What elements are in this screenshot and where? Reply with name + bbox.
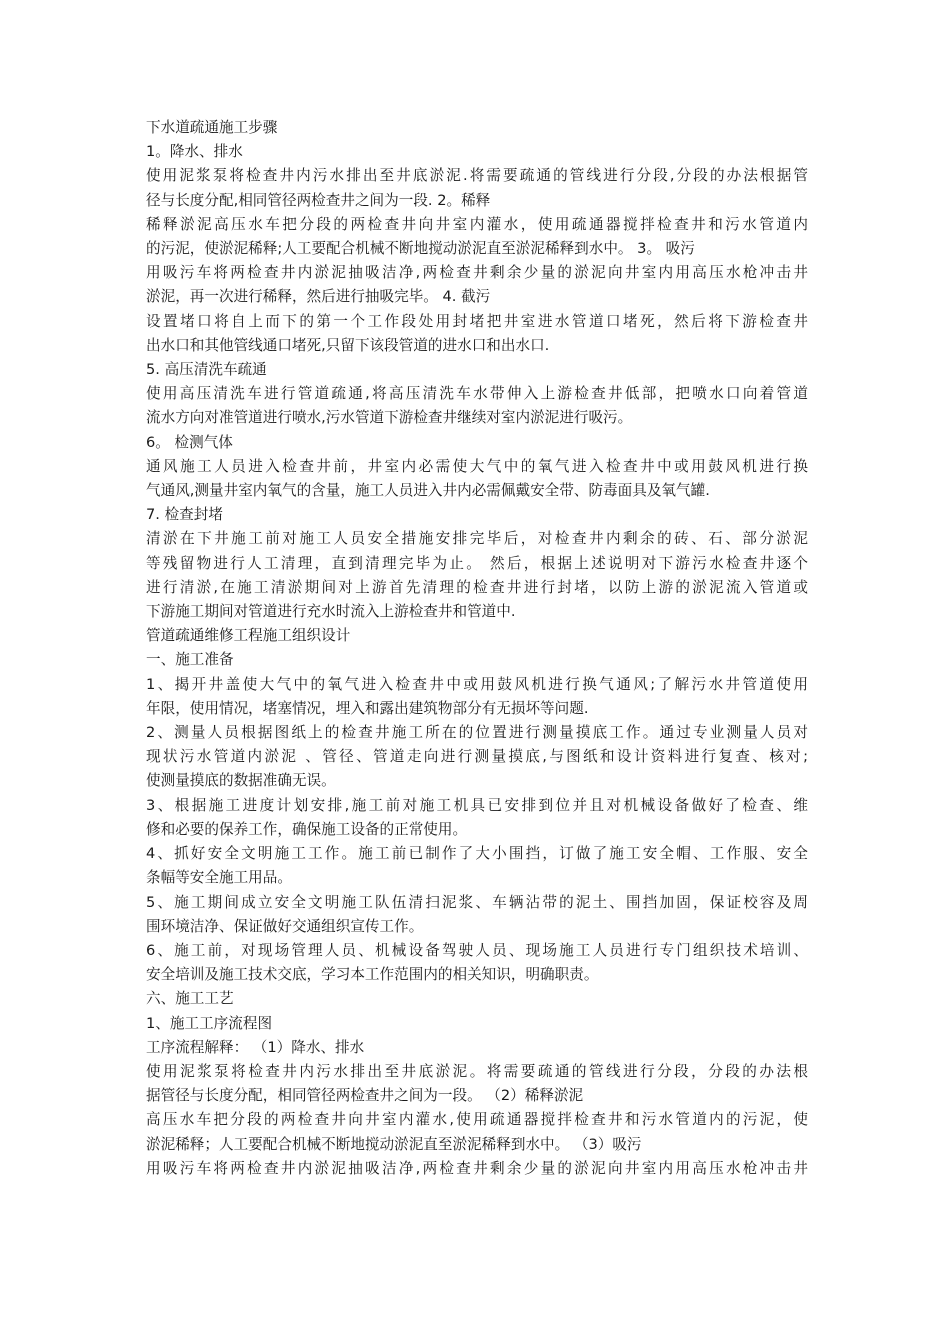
text-line: 5、施工期间成立安全文明施工队伍清扫泥浆、车辆沾带的泥土、围挡加固，保证校容及周	[146, 893, 808, 911]
text-line: 通风施工人员进入检查井前，井室内必需使大气中的氧气进入检查井中或用鼓风机进行换	[146, 457, 808, 475]
text-line: 现状污水管道内淤泥 、管径、管道走向进行测量摸底,与图纸和设计资料进行复查、核对;	[146, 748, 808, 766]
text-line: 1。降水、排水	[146, 143, 243, 161]
text-line: 工序流程解释： （1）降水、排水	[146, 1038, 365, 1056]
text-line: 一、施工准备	[146, 651, 234, 669]
text-line: 的污泥，使淤泥稀释;人工要配合机械不断地搅动淤泥直至淤泥稀释到水中。 3。 吸污	[146, 240, 695, 258]
text-line: 1、施工工序流程图	[146, 1014, 273, 1032]
text-line: 6。 检测气体	[146, 433, 233, 451]
text-line: 年限，使用情况，堵塞情况，埋入和露出建筑物部分有无损坏等问题.	[146, 699, 589, 717]
text-line: 淤泥稀释；人工要配合机械不断地搅动淤泥直至淤泥稀释到水中。 （3）吸污	[146, 1135, 642, 1153]
text-line: 7. 检查封堵	[146, 506, 223, 524]
text-line: 据管径与长度分配，相同管径两检查井之间为一段。 （2）稀释淤泥	[146, 1087, 584, 1105]
text-line: 使用泥浆泵将检查井内污水排出至井底淤泥。将需要疏通的管线进行分段，分段的办法根	[146, 1062, 808, 1080]
text-line: 安全培训及施工技术交底，学习本工作范围内的相关知识，明确职责。	[146, 966, 599, 984]
text-line: 6、施工前，对现场管理人员、机械设备驾驶人员、现场施工人员进行专门组织技术培训、	[146, 941, 808, 959]
text-line: 4、抓好安全文明施工工作。施工前已制作了大小围挡，订做了施工安全帽、工作服、安全	[146, 845, 808, 863]
text-line: 稀释淤泥高压水车把分段的两检查井向井室内灌水，使用疏通器搅拌检查井和污水管道内	[146, 215, 808, 233]
text-line: 条幅等安全施工用品。	[146, 869, 292, 887]
text-line: 3、根据施工进度计划安排,施工前对施工机具已安排到位并且对机械设备做好了检查、维	[146, 796, 808, 814]
text-line: 等残留物进行人工清理，直到清理完毕为止。 然后，根据上述说明对下游污水检查井逐个	[146, 554, 808, 572]
text-line: 5. 高压清洗车疏通	[146, 361, 267, 379]
text-line: 使用泥浆泵将检查井内污水排出至井底淤泥.将需要疏通的管线进行分段,分段的办法根据管	[146, 167, 808, 185]
text-line: 清淤在下井施工前对施工人员安全措施安排完毕后，对检查井内剩余的砖、石、部分淤泥	[146, 530, 808, 548]
text-line: 下水道疏通施工步骤	[146, 119, 278, 136]
text-line: 2、测量人员根据图纸上的检查井施工所在的位置进行测量摸底工作。通过专业测量人员对	[146, 724, 808, 742]
text-line: 气通风,测量井室内氧气的含量，施工人员进入井内必需佩戴安全带、防毒面具及氧气罐.	[146, 482, 710, 500]
text-line: 管道疏通维修工程施工组织设计	[146, 627, 351, 645]
text-line: 修和必要的保养工作，确保施工设备的正常使用。	[146, 820, 468, 838]
text-line: 高压水车把分段的两检查井向井室内灌水,使用疏通器搅拌检查井和污水管道内的污泥，使	[146, 1111, 808, 1129]
text-line: 围环境洁净、保证做好交通组织宣传工作。	[146, 917, 424, 935]
text-line: 1、揭开井盖使大气中的氧气进入检查井中或用鼓风机进行换气通风;了解污水井管道使用	[146, 675, 808, 693]
text-line: 使用高压清洗车进行管道疏通,将高压清洗车水带伸入上游检查井低部，把喷水口向着管道	[146, 385, 808, 403]
text-line: 进行清淤,在施工清淤期间对上游首先清理的检查井进行封堵，以防上游的淤泥流入管道或	[146, 578, 808, 596]
text-line: 六、施工工艺	[146, 990, 234, 1008]
text-line: 淤泥，再一次进行稀释，然后进行抽吸完毕。 4. 截污	[146, 288, 491, 306]
text-line: 下游施工期间对管道进行充水时流入上游检查井和管道中.	[146, 603, 516, 621]
text-line: 设置堵口将自上而下的第一个工作段处用封堵把井室进水管道口堵死，然后将下游检查井	[146, 312, 808, 330]
document-body	[146, 116, 808, 1181]
text-line: 径与长度分配,相同管径两检查井之间为一段. 2。稀释	[146, 191, 491, 209]
text-line: 用吸污车将两检查井内淤泥抽吸洁净,两检查井剩余少量的淤泥向井室内用高压水枪冲击井	[146, 264, 808, 282]
text-line: 出水口和其他管线通口堵死,只留下该段管道的进水口和出水口.	[146, 336, 550, 354]
text-line: 流水方向对准管道进行喷水,污水管道下游检查井继续对室内淤泥进行吸污。	[146, 409, 633, 427]
text-line: 使测量摸底的数据准确无误。	[146, 772, 336, 790]
text-line: 用吸污车将两检查井内淤泥抽吸洁净,两检查井剩余少量的淤泥向井室内用高压水枪冲击井	[146, 1159, 808, 1177]
